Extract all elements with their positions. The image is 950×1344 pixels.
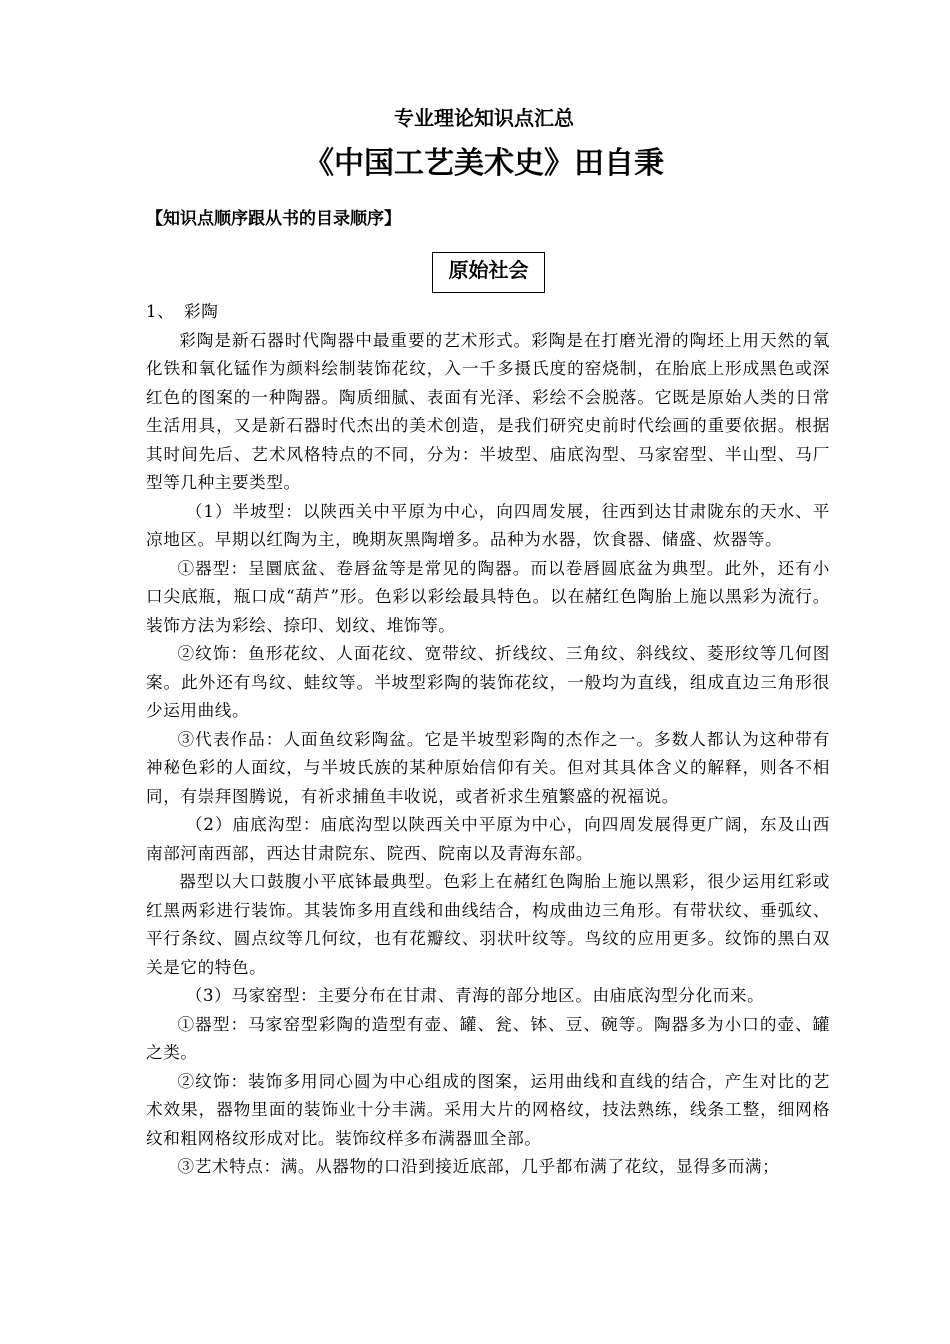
paragraph-banpo-pattern: ②纹饰：鱼形花纹、人面花纹、宽带纹、折线纹、三角纹、斜线纹、菱形纹等几何图案。此外还有鸟纹、蛙纹等。半坡型彩陶的装饰花纹，一般均为直线，组成直边三角形很少运用曲线。 xyxy=(146,644,830,720)
paragraph-banpo-works: ③代表作品：人面鱼纹彩陶盆。它是半坡型彩陶的杰作之一。多数人都认为这种带有神秘色彩的人面纹，与半坡氏族的某种原始信仰有关。但对其具体含义的解释，则各不相同，有崇拜图腾说，有祈求捕鱼丰收说，或者祈求生殖繁盛的祝福说。 xyxy=(146,729,830,806)
list-item-heading xyxy=(146,298,830,327)
document-subtitle: 专业理论知识点汇总 xyxy=(394,106,574,130)
paragraph-miaodigou: （2）庙底沟型：庙底沟型以陕西关中平原为中心，向四周发展得更广阔，东及山西南部河南西部，西达甘肃院东、院西、院南以及青海东部。 xyxy=(146,815,830,863)
paragraph-majiayao: （3）马家窑型：主要分布在甘肃、青海的部分地区。由庙底沟型分化而来。 xyxy=(185,986,765,1005)
document-body xyxy=(146,298,830,1182)
paragraph-banpo-shape: ①器型：呈圜底盆、卷唇盆等是常见的陶器。而以卷唇圆底盆为典型。此外，还有小口尖底瓶，瓶口成“葫芦”形。色彩以彩绘最具特色。以在赭红色陶胎上施以黑彩为流行。装饰方法为彩绘、捺印、划纹、堆饰等。 xyxy=(146,558,830,635)
paragraph-miaodigou-shape: 器型以大口鼓腹小平底钵最典型。色彩上在赭红色陶胎上施以黑彩，很少运用红彩或红黑两彩进行装饰。其装饰多用直线和曲线结合，构成曲边三角形。有带状纹、垂弧纹、平行条纹、圆点纹等几何纹，也有花瓣纹、羽状叶纹等。鸟纹的应用更多。纹饰的黑白双关是它的特色。 xyxy=(146,872,830,977)
paragraph-majiayao-features: ③艺术特点：满。从器物的口沿到接近底部，几乎都布满了花纹，显得多而满； xyxy=(177,1157,780,1176)
paragraph-intro: 彩陶是新石器时代陶器中最重要的艺术形式。彩陶是在打磨光滑的陶坯上用天然的氧化铁和氧化锰作为颜料绘制装饰花纹，入一千多摄氏度的窑烧制，在胎底上形成黑色或深红色的图案的一种陶器。陶质细腻、表面有光泽、彩绘不会脱落。它既是原始人类的日常生活用具，又是新石器时代杰出的美术创造，是我们研究史前时代绘画的重要依据。根据其时间先后、艺术风格特点的不同，分为：半坡型、庙底沟型、马家窑型、半山型、马厂型等几种主要类型。 xyxy=(146,330,830,492)
section-heading-box xyxy=(432,252,545,293)
list-item-number: 1、 xyxy=(146,302,175,321)
section-title: 原始社会 xyxy=(448,258,529,282)
document-title: 《中国工艺美术史》田自秉 xyxy=(304,146,664,181)
paragraph-majiayao-shape: ①器型：马家窑型彩陶的造型有壶、罐、瓮、钵、豆、碗等。陶器多为小口的壶、罐之类。 xyxy=(146,1014,830,1062)
paragraph-majiayao-pattern: ②纹饰：装饰多用同心圆为中心组成的图案，运用曲线和直线的结合，产生对比的艺术效果，器物里面的装饰业十分丰满。采用大片的网格纹，技法熟练，线条工整，细网格纹和粗网格纹形成对比。装饰纹样多布满器皿全部。 xyxy=(146,1071,830,1148)
list-item-label: 彩陶 xyxy=(184,302,219,321)
paragraph-banpo: （1）半坡型：以陕西关中平原为中心，向四周发展，往西到达甘肃陇东的天水、平凉地区。早期以红陶为主，晚期灰黑陶增多。品种为水器，饮食器、储盛、炊器等。 xyxy=(146,501,830,549)
ordering-note: 【知识点顺序跟从书的目录顺序】 xyxy=(146,209,401,229)
